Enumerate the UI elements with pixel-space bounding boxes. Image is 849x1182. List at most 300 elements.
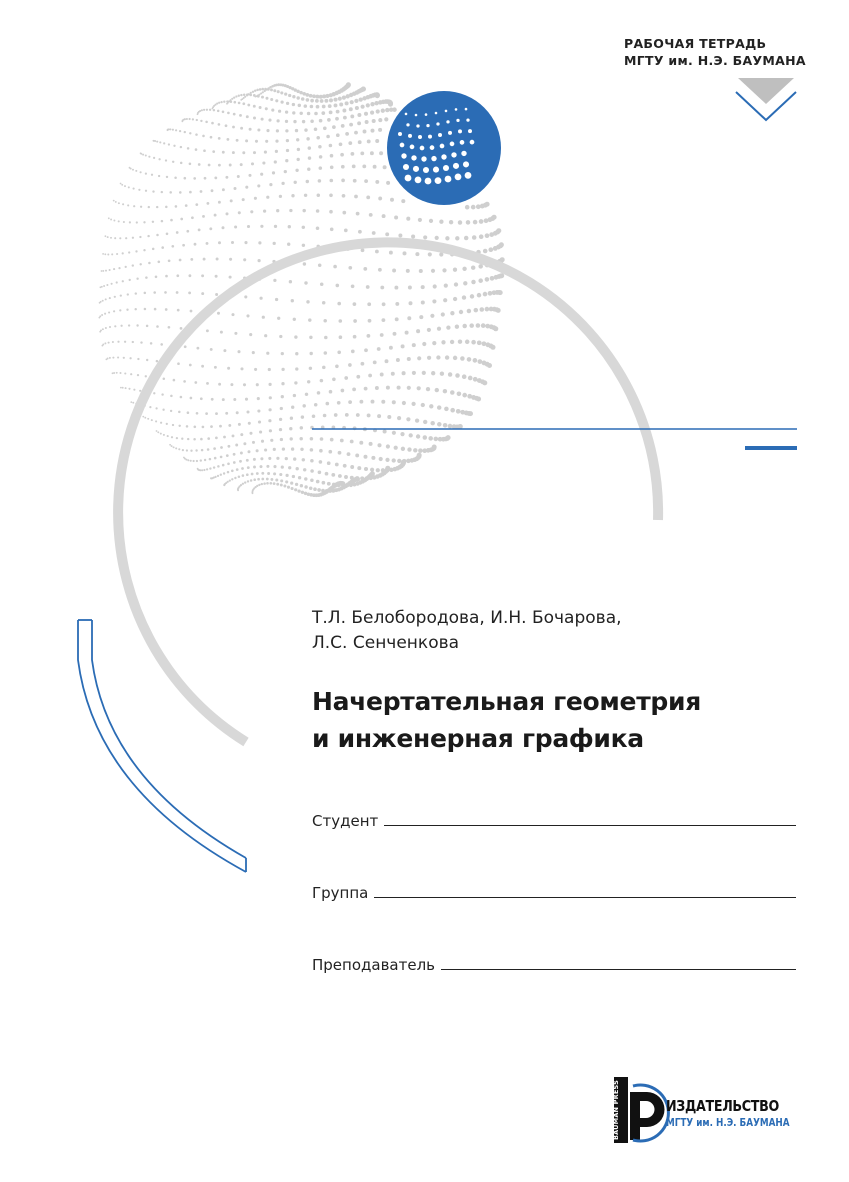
sphere-dot [217, 465, 220, 468]
sphere-dot [201, 109, 203, 111]
sphere-dot [190, 397, 193, 400]
sphere-dot [385, 466, 390, 471]
sphere-dot [119, 309, 121, 311]
sphere-dot [119, 237, 121, 239]
sphere-dot [455, 373, 460, 378]
sphere-dot [439, 220, 443, 224]
sphere-dot [351, 350, 355, 354]
teacher-input-line[interactable] [441, 968, 796, 970]
sphere-dot [314, 128, 318, 132]
sphere-dot [390, 198, 394, 202]
sphere-dot [238, 102, 241, 105]
sphere-dot [250, 479, 253, 482]
sphere-dot [133, 188, 135, 190]
sphere-dot [380, 373, 384, 377]
sphere-dot [338, 97, 342, 101]
sphere-dot [190, 450, 192, 452]
sphere-dot [286, 102, 289, 105]
sphere-dot [156, 206, 158, 208]
sphere-dot [446, 435, 451, 440]
series-triangle-icon [738, 78, 794, 104]
sphere-dot [331, 473, 335, 477]
sphere-dot [143, 221, 145, 223]
sphere-dot [144, 417, 146, 419]
sphere-dot [253, 94, 256, 97]
sphere-dot [258, 259, 261, 262]
sphere-dot [275, 298, 278, 301]
sphere-dot [394, 446, 398, 450]
sphere-dot [257, 184, 260, 187]
sphere-dot [304, 104, 308, 108]
sphere-dot [269, 396, 272, 399]
series-line-2: МГТУ им. Н.Э. БАУМАНА [624, 53, 806, 68]
sphere-dot [116, 372, 118, 374]
sphere-dot [153, 157, 155, 159]
sphere-dot [485, 202, 490, 207]
sphere-dot [159, 141, 161, 143]
sphere-dot [187, 147, 190, 150]
sphere-dot [408, 286, 412, 290]
sphere-dot [136, 277, 138, 279]
sphere-dot [234, 101, 237, 104]
sphere-dot [256, 383, 259, 386]
group-field [312, 884, 796, 902]
student-input-line[interactable] [384, 824, 796, 826]
sphere-dot [105, 235, 107, 237]
sphere-dot [439, 252, 443, 256]
sphere-dot [135, 292, 137, 294]
sphere-dot [226, 454, 229, 457]
sphere-dot [167, 435, 169, 437]
sphere-dot [476, 397, 481, 402]
sphere-dot [279, 335, 282, 338]
sphere-dot [436, 355, 440, 359]
sphere-dot [170, 410, 172, 412]
sphere-dot [211, 189, 214, 192]
sphere-dot [266, 482, 269, 485]
sphere-dot [435, 236, 439, 240]
sphere-dot [114, 237, 116, 239]
sphere-dot [136, 324, 138, 326]
sphere-dot [407, 386, 411, 390]
sphere-dot [220, 474, 222, 476]
sphere-dot [432, 445, 437, 450]
sphere-dot [242, 474, 245, 477]
sphere-dot [266, 465, 269, 468]
sphere-dot [378, 118, 382, 122]
blue-circle-dot [425, 178, 432, 185]
sphere-dot [125, 387, 127, 389]
sphere-dot [468, 376, 473, 381]
sphere-dot [227, 462, 230, 465]
sphere-dot [154, 140, 156, 142]
sphere-dot [227, 112, 230, 115]
sphere-dot [275, 479, 278, 482]
sphere-dot [422, 371, 426, 375]
sphere-dot [218, 123, 221, 126]
sphere-dot [460, 356, 465, 361]
sphere-dot [350, 440, 354, 444]
sphere-dot [332, 378, 336, 382]
sphere-dot [330, 166, 334, 170]
sphere-dot [172, 129, 174, 131]
sphere-dot [132, 237, 134, 239]
sphere-dot [361, 248, 365, 252]
sphere-dot [215, 437, 218, 440]
sphere-dot [312, 94, 316, 98]
sphere-dot [301, 415, 304, 418]
sphere-dot [318, 264, 322, 268]
blue-circle-dot [421, 156, 426, 161]
sphere-dot [114, 325, 116, 327]
sphere-dot [245, 186, 248, 189]
sphere-dot [188, 291, 191, 294]
sphere-dot [163, 378, 166, 381]
sphere-dot [302, 244, 305, 247]
sphere-dot [109, 326, 111, 328]
sphere-dot [206, 202, 209, 205]
sphere-dot [354, 195, 358, 199]
sphere-dot [471, 205, 476, 210]
sphere-dot [273, 472, 276, 475]
sphere-dot [370, 102, 374, 106]
sphere-dot [156, 141, 158, 143]
sphere-dot [377, 443, 381, 447]
authors [312, 606, 622, 656]
sphere-dot [301, 491, 304, 494]
blue-circle-dot [460, 140, 465, 145]
sphere-dot [278, 110, 281, 113]
sphere-dot [286, 474, 289, 477]
sphere-dot [229, 258, 232, 261]
sphere-dot [270, 88, 273, 91]
sphere-dot [270, 439, 273, 442]
sphere-dot [367, 334, 371, 338]
sphere-dot [170, 395, 173, 398]
sphere-dot [137, 374, 139, 376]
sphere-dot [267, 88, 270, 91]
sphere-dot [496, 228, 501, 233]
sphere-dot [279, 428, 282, 431]
sphere-dot [384, 117, 388, 121]
sphere-dot [375, 139, 379, 143]
sphere-dot [298, 476, 301, 479]
sphere-dot [255, 140, 258, 143]
sphere-dot [370, 471, 375, 476]
sphere-dot [251, 473, 254, 476]
blue-rule-thick [745, 446, 797, 450]
blue-circle-dot [465, 108, 468, 111]
sphere-dot [423, 235, 427, 239]
sphere-dot [378, 197, 382, 201]
sphere-dot [260, 465, 263, 468]
sphere-dot [192, 118, 194, 120]
sphere-dot [238, 423, 241, 426]
sphere-dot [285, 480, 288, 483]
sphere-dot [233, 398, 236, 401]
sphere-dot [215, 476, 217, 478]
sphere-dot [357, 121, 361, 125]
sphere-dot [370, 468, 374, 472]
sphere-dot [268, 457, 271, 460]
blue-circle-dot [401, 153, 406, 158]
sphere-dot [222, 226, 225, 229]
sphere-dot [128, 251, 130, 253]
sphere-dot [252, 351, 255, 354]
sphere-dot [304, 194, 307, 197]
sphere-dot [332, 125, 336, 129]
sphere-dot [107, 236, 109, 238]
sphere-dot [212, 150, 215, 153]
sphere-dot [113, 372, 115, 374]
sphere-dot [310, 105, 314, 109]
sphere-dot [417, 356, 421, 360]
sphere-dot [361, 362, 365, 366]
sphere-dot [163, 142, 165, 144]
sphere-dot [324, 336, 328, 340]
sphere-dot [120, 325, 122, 327]
sphere-dot [305, 93, 309, 97]
sphere-dot [348, 363, 352, 367]
blue-circle-dot [456, 119, 459, 122]
sphere-dot [337, 302, 341, 306]
sphere-dot [127, 293, 129, 295]
sphere-dot [247, 225, 250, 228]
sphere-dot [235, 95, 237, 97]
sphere-dot [203, 149, 206, 152]
sphere-dot [222, 151, 225, 154]
title-line-2: и инженерная графика [312, 724, 644, 753]
sphere-dot [133, 389, 135, 391]
sphere-dot [341, 165, 345, 169]
sphere-dot [239, 460, 242, 463]
sphere-dot [264, 448, 267, 451]
sphere-dot [327, 482, 331, 486]
blue-circle-dot [400, 143, 405, 148]
sphere-dot [319, 155, 323, 159]
sphere-dot [305, 393, 308, 396]
sphere-dot [375, 180, 379, 184]
sphere-dot [268, 119, 271, 122]
sphere-dot [263, 210, 266, 213]
sphere-dot [103, 285, 105, 287]
sphere-dot [450, 311, 454, 315]
sphere-dot [215, 412, 218, 415]
sphere-dot [316, 136, 320, 140]
sphere-dot [445, 236, 449, 240]
sphere-dot [319, 460, 323, 464]
sphere-dot [298, 104, 301, 107]
sphere-dot [375, 386, 379, 390]
sphere-dot [110, 219, 112, 221]
sphere-dot [123, 357, 125, 359]
sphere-dot [341, 389, 345, 393]
sphere-dot [261, 483, 263, 485]
blue-circle-dot [416, 124, 419, 127]
sphere-dot [444, 283, 448, 287]
sphere-dot [466, 220, 471, 225]
sphere-dot [223, 101, 225, 103]
authors-line-1: Т.Л. Белобородова, И.Н. Бочарова, [312, 608, 622, 628]
sphere-dot [428, 252, 432, 256]
sphere-dot [309, 336, 312, 339]
sphere-dot [249, 94, 252, 97]
sphere-dot [285, 129, 288, 132]
sphere-dot [385, 359, 389, 363]
sphere-dot [112, 372, 114, 374]
sphere-dot [270, 478, 273, 481]
sphere-dot [128, 324, 130, 326]
sphere-dot [342, 109, 346, 113]
sphere-dot [314, 112, 318, 116]
sphere-dot [422, 342, 426, 346]
sphere-dot [254, 89, 256, 91]
sphere-dot [281, 182, 284, 185]
sphere-dot [209, 467, 211, 469]
sphere-dot [214, 176, 217, 179]
sphere-dot [281, 382, 284, 385]
sphere-dot [441, 340, 445, 344]
sphere-dot [383, 429, 387, 433]
sphere-dot [329, 98, 333, 102]
sphere-dot [427, 356, 431, 360]
sphere-dot [378, 268, 382, 272]
sphere-dot [292, 95, 295, 98]
sphere-dot [241, 467, 244, 470]
sphere-dot [401, 460, 406, 465]
sphere-dot [434, 437, 439, 442]
sphere-dot [415, 252, 419, 256]
sphere-dot [145, 154, 147, 156]
sphere-dot [125, 237, 127, 239]
left-blue-arc-inner [92, 620, 246, 858]
sphere-dot [443, 298, 447, 302]
sphere-dot [446, 325, 450, 329]
sphere-dot [429, 404, 433, 408]
sphere-dot [310, 448, 314, 452]
sphere-dot [266, 97, 269, 100]
blue-circle-dot [446, 120, 449, 123]
sphere-dot [261, 88, 264, 91]
sphere-dot [351, 284, 355, 288]
sphere-dot [479, 234, 484, 239]
sphere-dot [242, 198, 245, 201]
blue-circle-dot [463, 161, 469, 167]
sphere-dot [363, 267, 367, 271]
sphere-dot [373, 360, 377, 364]
sphere-dot [169, 128, 171, 130]
sphere-dot [387, 415, 391, 419]
sphere-dot [187, 411, 190, 414]
sphere-dot [340, 439, 344, 443]
sphere-dot [134, 308, 136, 310]
sphere-dot [350, 114, 354, 118]
sphere-dot [273, 448, 276, 451]
sphere-dot [302, 209, 305, 212]
sphere-dot [363, 130, 367, 134]
sphere-dot [476, 323, 481, 328]
sphere-dot [179, 130, 181, 132]
sphere-dot [118, 202, 120, 204]
blue-circle-dot [410, 145, 415, 150]
sphere-dot [381, 318, 385, 322]
sphere-dot [231, 313, 234, 316]
sphere-dot [125, 266, 127, 268]
sphere-dot [171, 445, 173, 447]
blue-circle-dot [450, 142, 455, 147]
sphere-dot [179, 191, 182, 194]
sphere-dot [115, 201, 117, 203]
sphere-dot [359, 400, 363, 404]
sphere-dot [256, 472, 259, 475]
sphere-dot [350, 465, 354, 469]
sphere-dot [108, 342, 110, 344]
sphere-dot [455, 236, 459, 240]
sphere-dot [124, 372, 126, 374]
sphere-dot [459, 310, 463, 314]
sphere-dot [449, 220, 453, 224]
sphere-dot [262, 161, 265, 164]
sphere-dot [344, 475, 348, 479]
sphere-dot [289, 209, 292, 212]
sphere-dot [140, 341, 142, 343]
sphere-dot [172, 424, 174, 426]
sphere-dot [201, 274, 204, 277]
sphere-dot [309, 486, 313, 490]
sphere-dot [279, 418, 282, 421]
sphere-dot [193, 438, 196, 441]
sphere-dot [321, 111, 325, 115]
sphere-dot [260, 225, 263, 228]
sphere-dot [268, 368, 271, 371]
sphere-dot [336, 284, 340, 288]
sphere-dot [328, 450, 332, 454]
blue-circle-dot [415, 177, 422, 184]
sphere-dot [187, 459, 189, 461]
sphere-dot [345, 101, 349, 105]
sphere-dot [315, 95, 319, 99]
sphere-dot [354, 99, 358, 103]
group-label: Группа [312, 884, 369, 902]
sphere-dot [474, 308, 479, 313]
blue-circle-dot [403, 164, 409, 170]
sphere-dot [184, 131, 186, 133]
sphere-dot [258, 484, 260, 486]
sphere-dot [376, 468, 380, 472]
sphere-dot [170, 219, 173, 222]
sphere-dot [281, 352, 284, 355]
book-title [312, 683, 701, 757]
blue-circle-dot [465, 172, 472, 179]
sphere-dot [130, 401, 132, 403]
group-input-line[interactable] [374, 896, 796, 898]
sphere-dot [318, 179, 322, 183]
sphere-dot [112, 341, 114, 343]
sphere-dot [217, 312, 220, 315]
sphere-dot [477, 293, 482, 298]
sphere-dot [173, 145, 175, 147]
sphere-dot [275, 150, 278, 153]
sphere-dot [190, 258, 193, 261]
sphere-dot [403, 251, 407, 255]
sphere-dot [454, 282, 458, 286]
sphere-dot [109, 269, 111, 271]
sphere-dot [378, 128, 382, 132]
sphere-dot [155, 420, 157, 422]
sphere-dot [338, 451, 342, 455]
sphere-dot [358, 140, 362, 144]
sphere-dot [286, 139, 289, 142]
